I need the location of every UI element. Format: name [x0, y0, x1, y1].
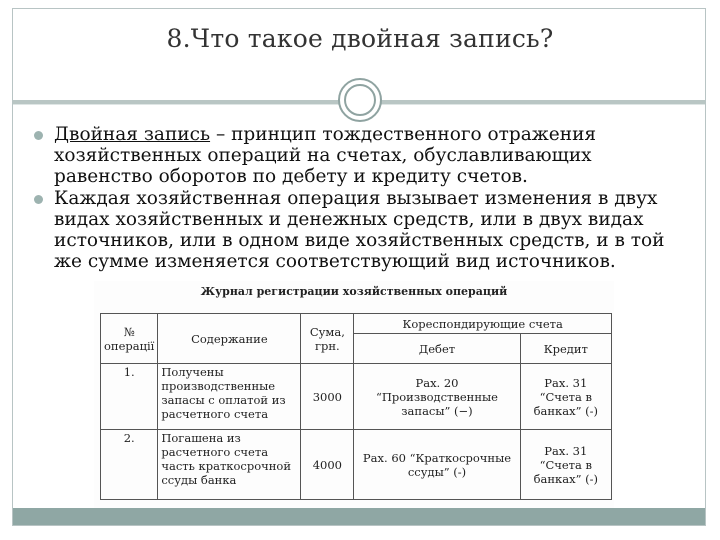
row-num: 1.: [101, 364, 158, 430]
bullet-text: Каждая хозяйственная операция вызывает изменения в двух видах хозяйственных и денежных средств, или в двух видах источников, или в одном виде хозяйственных средств, и в той же сумме изменяется соответствующий вид источников.: [54, 188, 665, 272]
table-row: [101, 430, 612, 500]
bullet-text: – принцип тождественного отражения хозяйственных операций на счетах, обуславливающих равенство оборотов по дебету и кредиту счетов.: [54, 124, 597, 187]
journal-table: [100, 313, 612, 500]
circle-emblem-icon: [338, 78, 382, 122]
header-credit: Кредит: [520, 334, 611, 364]
header-num: № операції: [101, 314, 158, 364]
header-accounts: Кореспондирующие счета: [354, 314, 612, 334]
slide-body: [34, 124, 694, 273]
row-credit: Рах. 31 “Счета в банках” (-): [520, 364, 611, 430]
row-credit: Рах. 31 “Счета в банках” (-): [520, 430, 611, 500]
bullet-term: Двойная запись: [54, 124, 211, 145]
row-debit: Рах. 20 “Производственные запасы” (−): [354, 364, 520, 430]
bullet-dot-icon: [34, 131, 43, 140]
row-sum: 3000: [301, 364, 354, 430]
bullet-dot-icon: [34, 195, 43, 204]
header-sum: Сума, грн.: [301, 314, 354, 364]
slide-title: 8.Что такое двойная запись?: [166, 24, 554, 53]
header-debit: Дебет: [354, 334, 520, 364]
header-content: Содержание: [158, 314, 301, 364]
table-row: [101, 364, 612, 430]
row-debit: Рах. 60 “Краткосрочные ссуды” (-): [354, 430, 520, 500]
row-content: Получены производственные запасы с оплатой из расчетного счета: [158, 364, 301, 430]
bullet-item: [34, 188, 694, 272]
journal-table-image: [94, 281, 614, 521]
row-num: 2.: [101, 430, 158, 500]
journal-title: Журнал регистрации хозяйственных операций: [200, 285, 508, 298]
row-sum: 4000: [301, 430, 354, 500]
row-content: Погашена из расчетного счета часть краткосрочной ссуды банка: [158, 430, 301, 500]
bottom-band: [13, 508, 705, 525]
bullet-item: [34, 124, 694, 187]
